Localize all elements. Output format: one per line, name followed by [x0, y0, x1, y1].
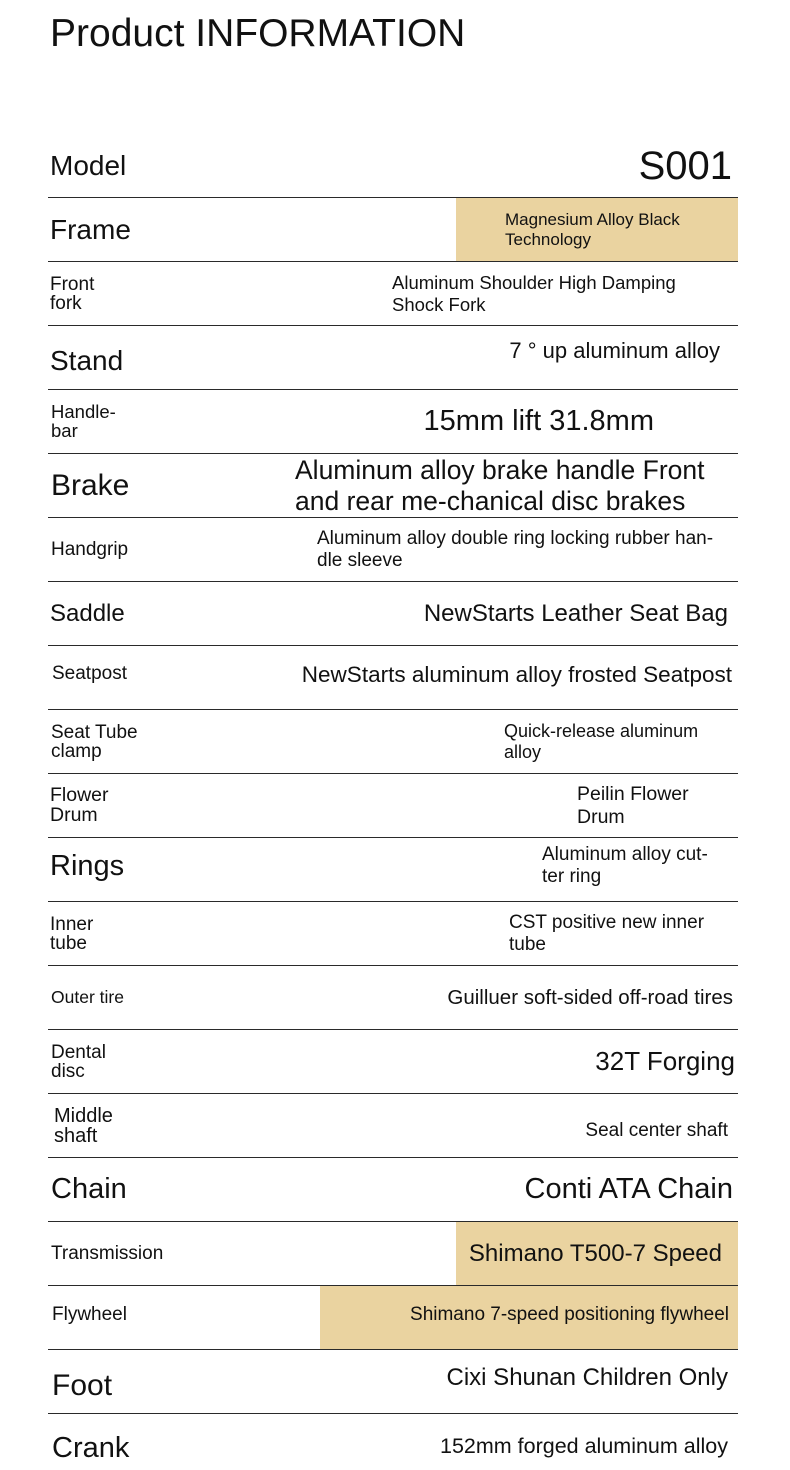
spec-row-saddle: [48, 582, 738, 646]
spec-row-middle-shaft: [48, 1094, 738, 1158]
spec-label-saddle: Saddle: [50, 599, 125, 627]
page-title: Product INFORMATION: [50, 12, 466, 55]
spec-value-brake: Aluminum alloy brake handle Front and rear me-chanical disc brakes: [295, 455, 705, 516]
spec-label-transmission: Transmission: [51, 1243, 164, 1264]
spec-label-dental-disc: Dental disc: [51, 1041, 106, 1082]
spec-row-crank: [48, 1414, 738, 1470]
spec-value-crank: 152mm forged aluminum alloy: [440, 1433, 728, 1458]
spec-value-outer-tire: Guilluer soft-sided off-road tires: [447, 985, 733, 1009]
spec-value-transmission: Shimano T500-7 Speed: [468, 1239, 722, 1267]
spec-label-seatpost: Seatpost: [52, 662, 127, 684]
spec-value-stand: 7 ° up aluminum alloy: [509, 338, 720, 364]
spec-label-outer-tire: Outer tire: [51, 986, 124, 1007]
spec-label-frame: Frame: [50, 213, 131, 245]
spec-label-crank: Crank: [52, 1431, 130, 1464]
spec-row-model: [48, 134, 738, 198]
spec-value-middle-shaft: Seal center shaft: [585, 1120, 728, 1142]
spec-label-model: Model: [50, 149, 127, 181]
spec-label-chain: Chain: [51, 1173, 127, 1205]
spec-row-seat-tube-clamp: [48, 710, 738, 774]
spec-row-outer-tire: [48, 966, 738, 1030]
spec-label-flower-drum: Flower Drum: [50, 784, 109, 826]
spec-value-inner-tube: CST positive new inner tube: [509, 911, 705, 955]
spec-label-handle-bar: Handle-bar: [51, 401, 116, 441]
spec-value-model: S001: [638, 143, 732, 188]
spec-value-foot: Cixi Shunan Children Only: [446, 1364, 728, 1392]
spec-label-front-fork: Front fork: [50, 273, 95, 314]
spec-row-rings: [48, 838, 738, 902]
spec-row-flower-drum: [48, 774, 738, 838]
spec-row-seatpost: [48, 646, 738, 710]
spec-value-flower-drum: Peilin Flower Drum: [577, 783, 689, 828]
spec-label-handgrip: Handgrip: [51, 539, 129, 560]
spec-value-handgrip: Aluminum alloy double ring locking rubber han-dle sleeve: [317, 527, 714, 571]
spec-value-chain: Conti ATA Chain: [524, 1172, 733, 1205]
spec-label-inner-tube: Inner tube: [50, 913, 94, 954]
spec-row-dental-disc: [48, 1030, 738, 1094]
spec-row-stand: [48, 326, 738, 390]
spec-row-frame: [48, 198, 738, 262]
spec-row-foot: [48, 1350, 738, 1414]
spec-row-inner-tube: [48, 902, 738, 966]
spec-value-seatpost: NewStarts aluminum alloy frosted Seatpost: [301, 662, 732, 688]
spec-label-stand: Stand: [50, 344, 124, 376]
spec-label-brake: Brake: [51, 468, 130, 502]
spec-row-flywheel: [48, 1286, 738, 1350]
spec-label-flywheel: Flywheel: [52, 1303, 127, 1325]
spec-value-seat-tube-clamp: Quick-release aluminum alloy: [504, 720, 699, 762]
spec-value-handle-bar: 15mm lift 31.8mm: [423, 404, 654, 437]
spec-row-brake: [48, 454, 738, 518]
spec-label-seat-tube-clamp: Seat Tube clamp: [51, 721, 138, 762]
spec-row-transmission: [48, 1222, 738, 1286]
spec-row-handle-bar: [48, 390, 738, 454]
spec-row-handgrip: [48, 518, 738, 582]
spec-value-flywheel: Shimano 7-speed positioning flywheel: [410, 1304, 729, 1326]
spec-value-dental-disc: 32T Forging: [595, 1045, 735, 1076]
spec-value-front-fork: Aluminum Shoulder High Damping Shock Fork: [392, 272, 676, 315]
spec-value-saddle: NewStarts Leather Seat Bag: [423, 599, 728, 627]
spec-label-middle-shaft: Middle shaft: [54, 1104, 113, 1147]
spec-label-foot: Foot: [52, 1369, 113, 1402]
spec-row-chain: [48, 1158, 738, 1222]
spec-value-rings: Aluminum alloy cut-ter ring: [542, 844, 708, 887]
spec-value-frame: Magnesium Alloy Black Technology: [505, 209, 680, 249]
spec-row-front-fork: [48, 262, 738, 326]
spec-label-rings: Rings: [50, 849, 125, 882]
